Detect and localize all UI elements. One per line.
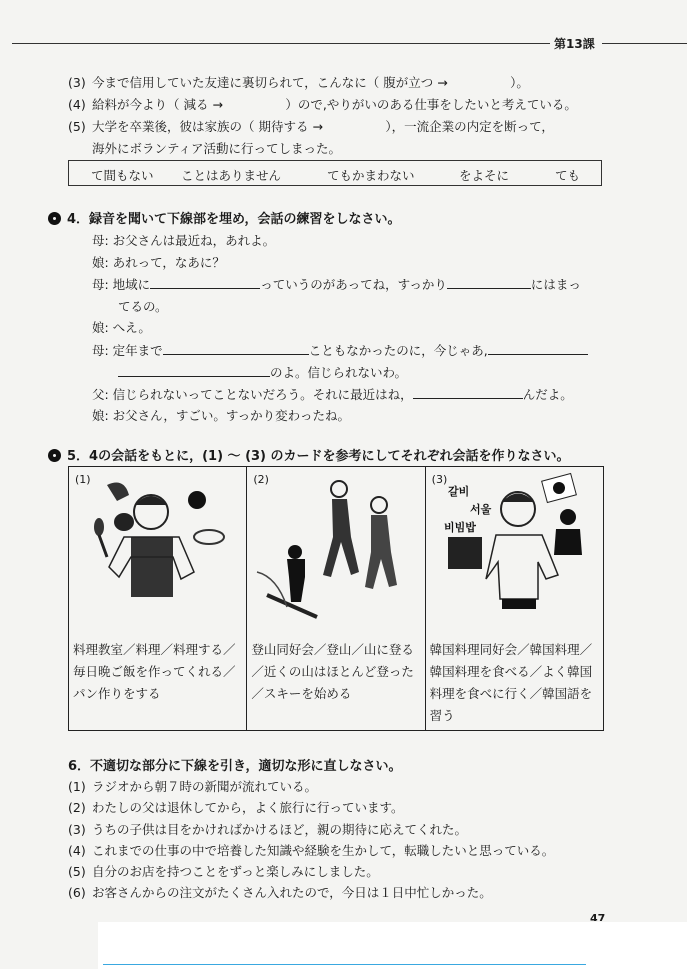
ex5-heading: 5．4の会話をもとに，(1) ～ (3) のカードを参考にしてそれぞれ会話を作りなさい。 bbox=[48, 445, 570, 464]
card-label: (1) bbox=[75, 473, 91, 486]
answer-blank[interactable] bbox=[118, 364, 270, 377]
answer-blank[interactable] bbox=[163, 342, 309, 355]
card-text: 韓国料理同好会／韓国料理／韓国料理を食べる／よく韓国料理を食べに行く／韓国語を習う bbox=[429, 642, 593, 723]
hiking-illustration bbox=[247, 467, 425, 632]
card-text: 料理教室／料理／料理する／毎日晩ご飯を作ってくれる／パン作りをする bbox=[73, 642, 236, 701]
lesson-label: 第13課 bbox=[554, 37, 595, 51]
card-table bbox=[68, 466, 604, 731]
header-rule-left bbox=[12, 43, 550, 44]
ex3-item-3: (3) 今まで信用していた友達に裏切られて，こんなに（ 腹が立つ → ）。 bbox=[68, 75, 529, 90]
ex4-heading: 4．録音を聞いて下線部を埋め，会話の練習をしなさい。 bbox=[48, 208, 401, 227]
dialogue-line: てるの。 bbox=[118, 299, 168, 314]
illustration-word: 갈비 bbox=[447, 485, 469, 498]
dialogue-line: のよ。信じられないわ。 bbox=[118, 363, 407, 381]
answer-blank[interactable] bbox=[150, 276, 260, 289]
korean-food-illustration bbox=[426, 467, 604, 632]
answer-blank[interactable] bbox=[447, 276, 531, 289]
ex6-heading: 6．不適切な部分に下線を引き，適切な形に直しなさい。 bbox=[68, 759, 402, 774]
illustration-word: 서울 bbox=[469, 503, 491, 516]
ex3-item-4: (4) 給料が今より（ 減る → ）ので,やりがいのある仕事をしたいと考えている。 bbox=[68, 97, 577, 112]
page-number: 47 bbox=[590, 912, 606, 921]
blank-footer-area bbox=[98, 922, 687, 969]
blue-divider bbox=[103, 964, 586, 965]
ex6-item: (4) これまでの仕事の中で培養した知識や経験を生かして，転職したいと思っている。 bbox=[68, 843, 555, 858]
dialogue-line: 母: 定年まで こともなかったのに，今じゃあ, bbox=[92, 341, 588, 359]
dialogue-line: 母: 地域に っていうのがあってね，すっかり にはまっ bbox=[92, 277, 581, 292]
word-choice: をよそに bbox=[459, 168, 510, 183]
dialogue-line: 父: 信じられないってことないだろう。それに最近はね， んだよ。 bbox=[92, 387, 573, 402]
card-label: (2) bbox=[253, 473, 269, 486]
illustration-word: 비빔밥 bbox=[443, 521, 476, 534]
word-choice: ことはありません bbox=[181, 168, 282, 183]
header-rule-right bbox=[602, 43, 687, 44]
word-choice: て間もない bbox=[91, 168, 154, 183]
card-cooking bbox=[69, 467, 247, 730]
dialogue-line: 娘: お父さん，すごい。すっかり変わったね。 bbox=[92, 408, 351, 423]
word-choice: ても bbox=[555, 168, 581, 183]
card-label: (3) bbox=[431, 473, 448, 486]
dialogue-line: 母: お父さんは最近ね，あれよ。 bbox=[92, 233, 276, 248]
ex6-item: (6) お客さんからの注文がたくさん入れたので，今日は１日中忙しかった。 bbox=[68, 885, 492, 900]
ex6-item: (5) 自分のお店を持つことをずっと楽しみにしました。 bbox=[68, 864, 379, 879]
ex3-item-5-cont: 海外にボランティア活動に行ってしまった。 bbox=[92, 141, 342, 156]
ex6-item: (2) わたしの父は退休してから，よく旅行に行っています。 bbox=[68, 800, 404, 815]
audio-cd-icon bbox=[48, 449, 61, 462]
ex3-item-5: (5) 大学を卒業後，彼は家族の（ 期待する → ），一流企業の内定を断って， bbox=[68, 119, 554, 134]
answer-blank[interactable] bbox=[488, 342, 588, 355]
word-choice-box bbox=[68, 160, 602, 186]
word-choice: てもかまわない bbox=[327, 168, 415, 183]
audio-cd-icon bbox=[48, 212, 61, 225]
card-text: 登山同好会／登山／山に登る／近くの山はほとんど登った／スキーを始める bbox=[251, 642, 414, 701]
card-hiking bbox=[247, 467, 425, 730]
dialogue-line: 娘: へえ。 bbox=[92, 320, 151, 335]
ex6-item: (3) うちの子供は目をかければかけるほど，親の期待に応えてくれた。 bbox=[68, 822, 468, 837]
answer-blank[interactable] bbox=[413, 386, 523, 399]
cooking-man-illustration bbox=[69, 467, 247, 632]
card-korean bbox=[426, 467, 603, 730]
dialogue-line: 娘: あれって，なあに？ bbox=[92, 255, 225, 270]
ex6-item: (1) ラジオから朝７時の新聞が流れている。 bbox=[68, 779, 318, 794]
